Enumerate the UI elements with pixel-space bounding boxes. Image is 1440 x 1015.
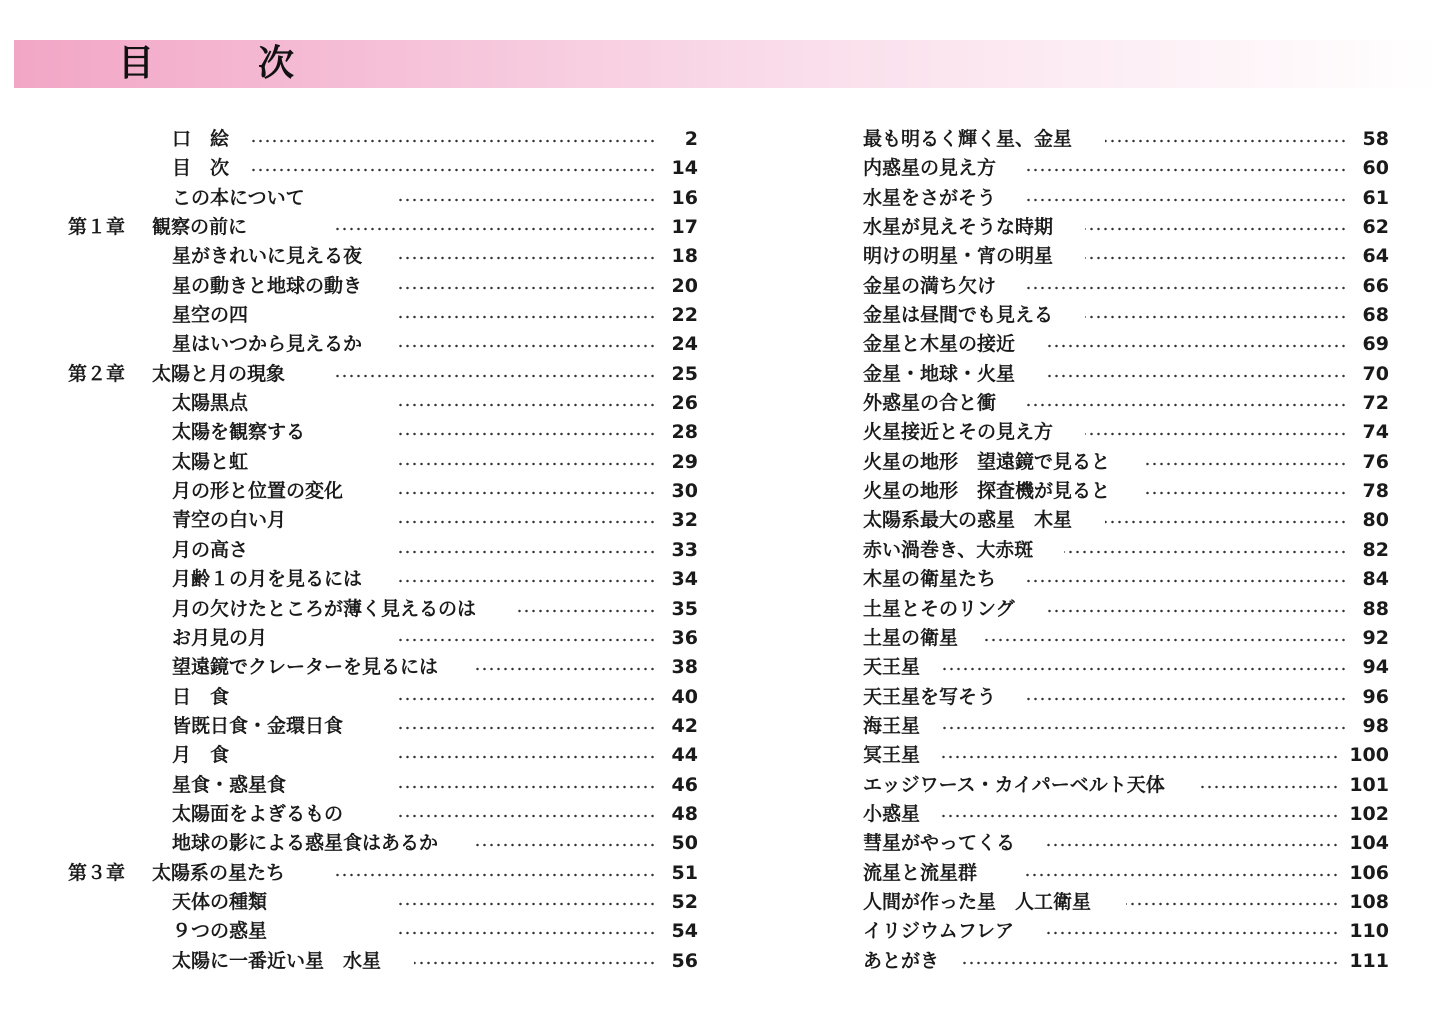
toc-entry-page: 62 — [1362, 216, 1389, 239]
toc-entry-label: 火星の地形 探査機が見ると — [863, 480, 1111, 503]
toc-entry-page: 20 — [671, 274, 698, 297]
leader-dots — [332, 224, 656, 234]
toc-entry-label: 彗星がやってくる — [863, 832, 1016, 855]
toc-entry-page: 35 — [671, 597, 698, 620]
leader-dots — [395, 635, 656, 645]
toc-entry[interactable] — [860, 239, 1391, 268]
toc-entry-label: 最も明るく輝く星、金星 — [863, 128, 1073, 150]
toc-entry[interactable] — [60, 386, 700, 415]
leader-dots — [1085, 253, 1347, 263]
toc-entry[interactable] — [860, 445, 1391, 474]
toc-entry-label: 小惑星 — [863, 802, 921, 825]
leader-dots — [982, 635, 1347, 645]
toc-entry-page: 100 — [1349, 744, 1389, 767]
toc-entry-label: 観察の前に — [152, 216, 248, 239]
toc-entry-label: 青空の白い月 — [172, 509, 287, 532]
leader-dots — [1064, 547, 1347, 557]
toc-entry-page: 25 — [671, 362, 698, 385]
chapter-number: 第２章 — [68, 362, 126, 385]
toc-entry-label: お月見の月 — [172, 626, 268, 649]
leader-dots — [1044, 840, 1339, 850]
toc-entry-page: 2 — [684, 128, 698, 150]
toc-entry-page: 40 — [671, 685, 698, 708]
leader-dots — [1044, 371, 1347, 381]
toc-entry[interactable] — [60, 327, 700, 356]
toc-entry-page: 58 — [1362, 128, 1389, 150]
toc-entry[interactable] — [860, 474, 1391, 503]
leader-dots — [252, 136, 656, 146]
toc-entry-label: 土星の衛星 — [863, 626, 959, 649]
toc-entry[interactable] — [60, 797, 700, 826]
toc-entry-page: 60 — [1362, 157, 1389, 180]
toc-entry-page: 98 — [1362, 714, 1389, 737]
toc-entry-page: 82 — [1362, 538, 1389, 561]
toc-entry-label: 太陽系最大の惑星 木星 — [863, 509, 1073, 532]
leader-dots — [1044, 928, 1339, 938]
leader-dots — [395, 400, 656, 410]
leader-dots — [476, 840, 656, 850]
toc-entry[interactable] — [60, 768, 700, 797]
leader-dots — [1126, 899, 1339, 909]
toc-entry-page: 42 — [671, 714, 698, 737]
toc-entry-page: 30 — [671, 480, 698, 503]
toc-entry-page: 78 — [1362, 480, 1389, 503]
toc-entry-page: 52 — [671, 890, 698, 913]
leader-dots — [1085, 224, 1347, 234]
toc-entry-label: 天王星 — [863, 656, 921, 679]
toc-entry-label: 地球の影による惑星食はあるか — [172, 832, 439, 855]
toc-entry-label: 天体の種類 — [172, 890, 268, 913]
toc-entry-page: 64 — [1362, 245, 1389, 268]
toc-entry-page: 94 — [1362, 656, 1389, 679]
toc-entry[interactable] — [860, 709, 1391, 738]
toc-right-column — [860, 122, 1391, 973]
leader-dots — [1085, 312, 1347, 322]
leader-dots — [395, 283, 656, 293]
toc-entry[interactable] — [60, 562, 700, 591]
toc-entry-page: 32 — [671, 509, 698, 532]
toc-entry[interactable] — [60, 151, 700, 180]
toc-entry[interactable] — [60, 738, 700, 767]
toc-entry[interactable] — [860, 327, 1391, 356]
leader-dots — [332, 371, 656, 381]
toc-entry[interactable] — [860, 269, 1391, 298]
toc-entry[interactable] — [860, 885, 1391, 914]
toc-entry-label: 日 食 — [172, 685, 230, 708]
toc-entry-page: 51 — [671, 861, 698, 884]
toc-entry-label: 外惑星の合と衝 — [863, 392, 997, 415]
leader-dots — [1146, 488, 1347, 498]
leader-dots — [395, 312, 656, 322]
leader-dots — [1023, 870, 1339, 880]
toc-entry-label: 目 次 — [172, 157, 230, 180]
toc-entry-page: 38 — [671, 656, 698, 679]
toc-entry[interactable] — [60, 709, 700, 738]
leader-dots — [1023, 195, 1347, 205]
leader-dots — [395, 723, 656, 733]
toc-entry[interactable] — [860, 386, 1391, 415]
leader-dots — [395, 341, 656, 351]
toc-entry-label: 流星と流星群 — [863, 861, 978, 884]
leader-dots — [395, 811, 656, 821]
toc-entry-label: ９つの惑星 — [172, 920, 268, 943]
leader-dots — [395, 928, 656, 938]
toc-entry-page: 54 — [671, 920, 698, 943]
toc-entry-page: 74 — [1362, 421, 1389, 444]
page-title: 目 次 — [118, 43, 329, 84]
toc-entry-label: この本について — [172, 186, 305, 209]
toc-entry-label: あとがき — [863, 949, 940, 972]
toc-entry[interactable] — [60, 415, 700, 444]
leader-dots — [1023, 400, 1347, 410]
toc-entry-label: 金星の満ち欠け — [863, 274, 997, 297]
toc-entry-label: 土星とそのリング — [863, 597, 1015, 620]
toc-entry[interactable] — [860, 621, 1391, 650]
toc-entry-label: 望遠鏡でクレーターを見るには — [172, 656, 439, 679]
leader-dots — [395, 694, 656, 704]
toc-entry[interactable] — [60, 650, 700, 679]
toc-entry[interactable] — [860, 357, 1391, 386]
toc-entry-page: 56 — [671, 949, 698, 972]
toc-entry-label: 木星の衛星たち — [863, 568, 997, 591]
toc-entry-page: 48 — [671, 802, 698, 825]
toc-entry-page: 18 — [671, 245, 698, 268]
toc-entry-page: 70 — [1362, 362, 1389, 385]
toc-entry[interactable] — [60, 944, 700, 973]
toc-entry-page: 36 — [671, 626, 698, 649]
toc-chapter-entry[interactable] — [60, 357, 700, 386]
toc-entry-page: 28 — [671, 421, 698, 444]
leader-dots — [1105, 136, 1347, 146]
toc-entry-label: 星食・惑星食 — [172, 773, 287, 796]
toc-entry-page: 66 — [1362, 274, 1389, 297]
toc-entry-label: 天王星を写そう — [863, 685, 997, 708]
toc-entry[interactable] — [60, 592, 700, 621]
toc-entry[interactable] — [60, 181, 700, 210]
toc-entry-page: 22 — [671, 304, 698, 327]
toc-entry-page: 110 — [1349, 920, 1389, 943]
toc-entry[interactable] — [860, 680, 1391, 709]
toc-entry-label: 内惑星の見え方 — [863, 157, 997, 180]
toc-entry-label: 明けの明星・宵の明星 — [863, 245, 1054, 268]
toc-entry-page: 17 — [671, 216, 698, 239]
leader-dots — [1044, 341, 1347, 351]
leader-dots — [395, 576, 656, 586]
toc-entry[interactable] — [860, 592, 1391, 621]
toc-entry-page: 111 — [1349, 949, 1389, 972]
toc-entry[interactable] — [60, 621, 700, 650]
toc-entry-label: イリジウムフレア — [863, 920, 1015, 943]
toc-entry-page: 44 — [671, 744, 698, 767]
toc-entry-label: 火星接近とその見え方 — [863, 421, 1054, 444]
toc-entry-page: 34 — [671, 568, 698, 591]
toc-entry-label: 太陽を観察する — [172, 421, 306, 444]
leader-dots — [1146, 459, 1347, 469]
toc-entry-label: 星の動きと地球の動き — [172, 274, 363, 297]
toc-entry-page: 68 — [1362, 304, 1389, 327]
toc-entry[interactable] — [860, 533, 1391, 562]
toc-entry[interactable] — [860, 210, 1391, 239]
toc-entry-page: 104 — [1349, 832, 1389, 855]
title-banner — [14, 40, 1440, 88]
leader-dots — [252, 165, 656, 175]
toc-entry[interactable] — [60, 503, 700, 532]
toc-entry-label: 人間が作った星 人工衛星 — [863, 890, 1092, 913]
toc-entry-label: 口 絵 — [172, 128, 230, 150]
toc-entry[interactable] — [860, 181, 1391, 210]
leader-dots — [395, 488, 656, 498]
toc-entry-label: 太陽と虹 — [172, 450, 249, 473]
toc-entry[interactable] — [60, 885, 700, 914]
toc-entry-label: 月の形と位置の変化 — [172, 480, 344, 503]
toc-entry-label: 皆既日食・金環日食 — [172, 714, 344, 737]
toc-entry-page: 61 — [1362, 186, 1389, 209]
toc-entry[interactable] — [60, 445, 700, 474]
toc-entry-page: 72 — [1362, 392, 1389, 415]
toc-entry-label: 星はいつから見えるか — [172, 333, 363, 356]
leader-dots — [395, 195, 656, 205]
toc-entry[interactable] — [860, 797, 1391, 826]
leader-dots — [395, 517, 656, 527]
toc-entry-page: 76 — [1362, 450, 1389, 473]
toc-entry-label: 金星と木星の接近 — [863, 333, 1016, 356]
toc-entry[interactable] — [860, 856, 1391, 885]
toc-entry-page: 69 — [1362, 333, 1389, 356]
toc-entry-page: 92 — [1362, 626, 1389, 649]
toc-entry-label: 水星が見えそうな時期 — [863, 216, 1054, 239]
leader-dots — [1023, 576, 1347, 586]
toc-entry-label: 月 食 — [172, 744, 230, 767]
leader-dots — [1044, 606, 1347, 616]
toc-entry-page: 108 — [1349, 890, 1389, 913]
leader-dots — [395, 547, 656, 557]
leader-dots — [395, 253, 656, 263]
leader-dots — [395, 459, 656, 469]
toc-entry[interactable] — [860, 122, 1391, 151]
leader-dots — [395, 899, 656, 909]
leader-dots — [1085, 429, 1347, 439]
toc-entry[interactable] — [60, 474, 700, 503]
leader-dots — [395, 429, 656, 439]
toc-entry-label: 月の欠けたところが薄く見えるのは — [172, 597, 477, 620]
toc-left-column — [60, 122, 700, 973]
chapter-number: 第１章 — [68, 216, 126, 239]
toc-entry-label: 金星・地球・火星 — [863, 362, 1016, 385]
toc-entry-page: 26 — [671, 392, 698, 415]
toc-entry[interactable] — [860, 738, 1391, 767]
toc-entry[interactable] — [60, 298, 700, 327]
toc-entry-label: 水星をさがそう — [863, 186, 997, 209]
leader-dots — [962, 958, 1339, 968]
toc-entry-label: 太陽面をよぎるもの — [172, 802, 344, 825]
toc-chapter-entry[interactable] — [60, 856, 700, 885]
toc-entry[interactable] — [60, 533, 700, 562]
toc-entry-page: 80 — [1362, 509, 1389, 532]
toc-entry[interactable] — [860, 151, 1391, 180]
toc-entry[interactable] — [860, 650, 1391, 679]
leader-dots — [942, 664, 1347, 674]
toc-entry[interactable] — [860, 503, 1391, 532]
leader-dots — [476, 664, 656, 674]
toc-entry-page: 96 — [1362, 685, 1389, 708]
leader-dots — [395, 752, 656, 762]
leader-dots — [1105, 517, 1347, 527]
toc-entry[interactable] — [860, 562, 1391, 591]
chapter-number: 第３章 — [68, 861, 126, 884]
toc-entry-page: 16 — [671, 186, 698, 209]
toc-entry-page: 102 — [1349, 802, 1389, 825]
leader-dots — [1023, 165, 1347, 175]
toc-entry-page: 50 — [671, 832, 698, 855]
toc-entry-page: 14 — [671, 157, 698, 180]
leader-dots — [942, 811, 1339, 821]
leader-dots — [332, 870, 656, 880]
toc-entry-page: 101 — [1349, 773, 1389, 796]
toc-entry[interactable] — [860, 298, 1391, 327]
toc-entry-label: 火星の地形 望遠鏡で見ると — [863, 450, 1111, 473]
leader-dots — [1023, 283, 1347, 293]
toc-entry-label: 太陽に一番近い星 水星 — [172, 949, 382, 972]
toc-entry-page: 84 — [1362, 568, 1389, 591]
toc-entry-label: 星がきれいに見える夜 — [172, 245, 363, 268]
toc-chapter-entry[interactable] — [60, 210, 700, 239]
toc-entry-label: 月の高さ — [172, 538, 249, 561]
toc-entry-label: 赤い渦巻き、大赤斑 — [863, 538, 1034, 561]
toc-entry-label: 冥王星 — [863, 744, 921, 767]
toc-entry[interactable] — [860, 826, 1391, 855]
toc-entry-label: 太陽系の星たち — [152, 861, 286, 884]
toc-entry-label: 海王星 — [863, 714, 921, 737]
toc-entry[interactable] — [60, 122, 700, 151]
toc-entry[interactable] — [860, 914, 1391, 943]
leader-dots — [518, 606, 656, 616]
toc-entry[interactable] — [860, 768, 1391, 797]
toc-entry-label: 月齢１の月を見るには — [172, 568, 363, 591]
leader-dots — [414, 958, 656, 968]
toc-entry-label: エッジワース・カイパーベルト天体 — [863, 773, 1165, 796]
leader-dots — [395, 782, 656, 792]
toc-entry[interactable] — [860, 944, 1391, 973]
toc-entry-label: 太陽と月の現象 — [152, 362, 286, 385]
leader-dots — [942, 723, 1347, 733]
toc-entry-page: 88 — [1362, 597, 1389, 620]
toc-entry-label: 太陽黒点 — [172, 392, 249, 415]
leader-dots — [942, 752, 1339, 762]
toc-entry-label: 星空の四 — [172, 304, 249, 327]
toc-entry[interactable] — [60, 269, 700, 298]
toc-entry[interactable] — [60, 826, 700, 855]
toc-entry-page: 24 — [671, 333, 698, 356]
toc-entry[interactable] — [60, 680, 700, 709]
leader-dots — [1200, 782, 1339, 792]
toc-entry-page: 29 — [671, 450, 698, 473]
toc-entry-page: 46 — [671, 773, 698, 796]
toc-entry-page: 106 — [1349, 861, 1389, 884]
toc-entry-label: 金星は昼間でも見える — [863, 304, 1054, 327]
toc-entry-page: 33 — [671, 538, 698, 561]
leader-dots — [1023, 694, 1347, 704]
toc-entry[interactable] — [860, 415, 1391, 444]
toc-entry[interactable] — [60, 914, 700, 943]
toc-entry[interactable] — [60, 239, 700, 268]
